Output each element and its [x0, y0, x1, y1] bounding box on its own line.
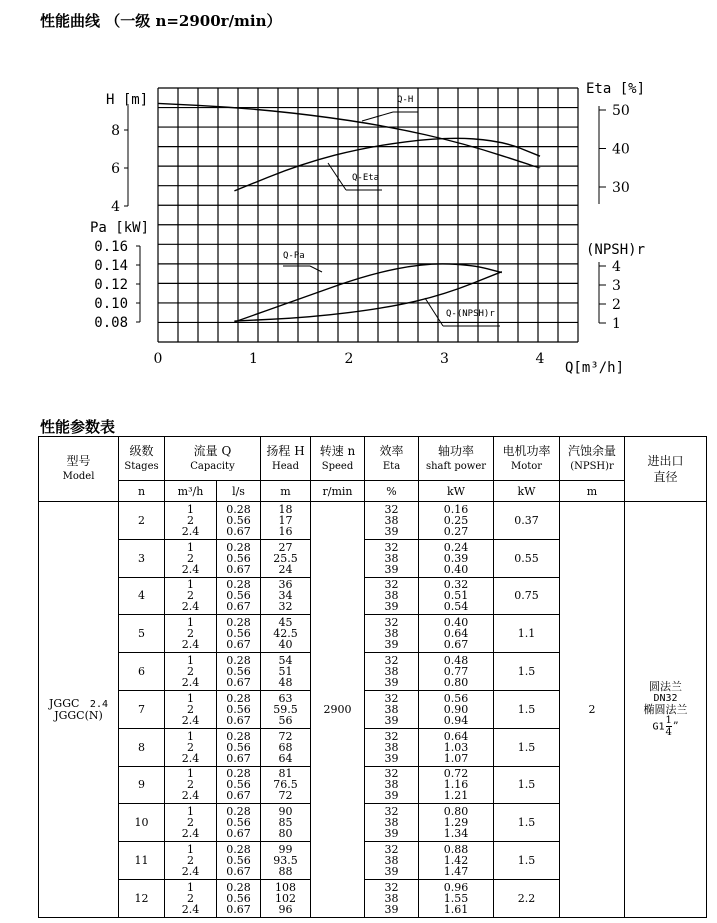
stages-cell: 5: [119, 615, 165, 653]
model-line2: JGGC(N): [54, 708, 103, 722]
head-cell: 18 17 16: [261, 502, 311, 540]
header-port-diameter: 进出口 直径: [625, 437, 707, 502]
unit-motor: kW: [494, 481, 560, 502]
eta-cell: 32 38 39: [365, 539, 419, 577]
thread-suffix: ”: [672, 719, 679, 733]
unit-stages: n: [119, 481, 165, 502]
pa-tick-label: 0.12: [94, 277, 128, 293]
performance-parameter-table: [38, 436, 707, 918]
head-cell: 99 93.5 88: [261, 842, 311, 880]
motor-cell: 0.37: [494, 502, 560, 540]
model-cell: [39, 502, 119, 918]
unit-eta: %: [365, 481, 419, 502]
stages-cell: 9: [119, 766, 165, 804]
stages-cell: 11: [119, 842, 165, 880]
model-line1: JGGC: [49, 696, 80, 710]
head-cell: 54 51 48: [261, 653, 311, 691]
unit-shaft: kW: [419, 481, 494, 502]
q-ls-cell: 0.28 0.56 0.67: [217, 879, 261, 917]
head-cell: 81 76.5 72: [261, 766, 311, 804]
q-m3h-cell: 1 2 2.4: [165, 502, 217, 540]
q-m3h-cell: 1 2 2.4: [165, 615, 217, 653]
shaft-power-cell: 0.32 0.51 0.54: [419, 577, 494, 615]
motor-cell: 2.2: [494, 879, 560, 917]
q-m3h-cell: 1 2 2.4: [165, 577, 217, 615]
pa-axis-label: Pa [kW]: [90, 220, 150, 236]
npsh-tick-label: 2: [612, 297, 621, 313]
thread-fraction: [666, 715, 672, 738]
shaft-power-cell: 0.64 1.03 1.07: [419, 728, 494, 766]
port-line1: 圆法兰: [649, 679, 683, 693]
eta-cell: 32 38 39: [365, 879, 419, 917]
x-tick-label: 4: [535, 351, 545, 367]
port-line2: DN32: [653, 692, 678, 704]
eta-cell: 32 38 39: [365, 842, 419, 880]
eta-cell: 32 38 39: [365, 766, 419, 804]
stages-cell: 8: [119, 728, 165, 766]
head-cell: 27 25.5 24: [261, 539, 311, 577]
eta-tick-label: 40: [612, 141, 630, 158]
shaft-power-cell: 0.88 1.42 1.47: [419, 842, 494, 880]
motor-cell: 1.5: [494, 804, 560, 842]
port-line3: 椭圆法兰: [643, 702, 688, 716]
eta-tick-label: 50: [612, 103, 630, 119]
npsh-axis-label: (NPSH)r: [586, 242, 646, 258]
table-section-title: 性能参数表: [40, 418, 116, 436]
stages-cell: 12: [119, 879, 165, 917]
unit-speed: r/min: [311, 481, 365, 502]
npsh-tick-label: 3: [612, 278, 621, 294]
q-m3h-cell: 1 2 2.4: [165, 804, 217, 842]
npsh-tick-label: 4: [612, 259, 621, 275]
q-npsh-label: Q-(NPSH)r: [446, 309, 495, 319]
q-h-label: Q-H: [397, 95, 414, 105]
head-cell: 63 59.5 56: [261, 690, 311, 728]
motor-cell: 1.5: [494, 690, 560, 728]
motor-cell: 1.5: [494, 842, 560, 880]
q-ls-cell: 0.28 0.56 0.67: [217, 539, 261, 577]
q-npsh-leader: [425, 298, 443, 326]
stages-cell: 6: [119, 653, 165, 691]
stages-cell: 3: [119, 539, 165, 577]
table-row: [39, 502, 707, 540]
head-cell: 90 85 80: [261, 804, 311, 842]
x-tick-label: 3: [440, 351, 449, 367]
h-axis-label: H [m]: [106, 92, 149, 108]
q-pa-label: Q-Pa: [283, 251, 305, 261]
q-eta-label: Q-Eta: [352, 173, 380, 183]
pa-tick-label: 0.10: [94, 296, 128, 312]
eta-cell: 32 38 39: [365, 653, 419, 691]
pa-tick-label: 0.08: [94, 315, 128, 331]
q-ls-cell: 0.28 0.56 0.67: [217, 502, 261, 540]
pa-tick-label: 0.14: [94, 258, 128, 274]
header-motor: 电机功率 Motor: [494, 437, 560, 481]
shaft-power-cell: 0.96 1.55 1.61: [419, 879, 494, 917]
q-ls-cell: 0.28 0.56 0.67: [217, 842, 261, 880]
motor-cell: 0.75: [494, 577, 560, 615]
eta-cell: 32 38 39: [365, 615, 419, 653]
q-ls-cell: 0.28 0.56 0.67: [217, 766, 261, 804]
motor-cell: 0.55: [494, 539, 560, 577]
header-shaft-power: 轴功率 shaft power: [419, 437, 494, 481]
eta-cell: 32 38 39: [365, 577, 419, 615]
header-speed: 转速 n Speed: [311, 437, 365, 481]
thread-prefix: G1: [652, 721, 665, 733]
stages-cell: 7: [119, 690, 165, 728]
model-size: 2.4: [89, 698, 108, 710]
q-m3h-cell: 1 2 2.4: [165, 653, 217, 691]
motor-cell: 1.5: [494, 728, 560, 766]
q-ls-cell: 0.28 0.56 0.67: [217, 615, 261, 653]
shaft-power-cell: 0.40 0.64 0.67: [419, 615, 494, 653]
frac-numerator: 1: [665, 714, 672, 726]
pa-tick-label: 0.16: [94, 239, 128, 255]
performance-curve-chart: [0, 0, 717, 400]
motor-cell: 1.1: [494, 615, 560, 653]
eta-cell: 32 38 39: [365, 728, 419, 766]
x-tick-label: 1: [249, 351, 258, 367]
head-cell: 36 34 32: [261, 577, 311, 615]
frac-denominator: 4: [665, 726, 672, 738]
shaft-power-cell: 0.24 0.39 0.40: [419, 539, 494, 577]
q-ls-cell: 0.28 0.56 0.67: [217, 653, 261, 691]
eta-axis-label: Eta [%]: [586, 81, 646, 97]
q-ls-cell: 0.28 0.56 0.67: [217, 804, 261, 842]
x-axis-label: Q[m³/h]: [565, 360, 625, 376]
unit-q-m3h: m³/h: [165, 481, 217, 502]
x-tick-label: 2: [344, 351, 354, 367]
q-m3h-cell: 1 2 2.4: [165, 879, 217, 917]
q-m3h-cell: 1 2 2.4: [165, 842, 217, 880]
port-cell: [625, 502, 707, 918]
header-capacity: 流量 Q Capacity: [165, 437, 261, 481]
shaft-power-cell: 0.16 0.25 0.27: [419, 502, 494, 540]
q-ls-cell: 0.28 0.56 0.67: [217, 728, 261, 766]
q-m3h-cell: 1 2 2.4: [165, 690, 217, 728]
shaft-power-cell: 0.72 1.16 1.21: [419, 766, 494, 804]
q-ls-cell: 0.28 0.56 0.67: [217, 690, 261, 728]
shaft-power-cell: 0.56 0.90 0.94: [419, 690, 494, 728]
header-stages: 级数 Stages: [119, 437, 165, 481]
stages-cell: 2: [119, 502, 165, 540]
unit-npsh: m: [560, 481, 625, 502]
eta-tick-label: 30: [612, 180, 630, 196]
eta-cell: 32 38 39: [365, 804, 419, 842]
q-ls-cell: 0.28 0.56 0.67: [217, 577, 261, 615]
header-model: 型号 Model: [39, 437, 119, 502]
q-m3h-cell: 1 2 2.4: [165, 539, 217, 577]
npsh-tick-label: 1: [612, 316, 621, 332]
head-cell: 108 102 96: [261, 879, 311, 917]
head-cell: 45 42.5 40: [261, 615, 311, 653]
unit-q-ls: l/s: [217, 481, 261, 502]
eta-cell: 32 38 39: [365, 502, 419, 540]
head-cell: 72 68 64: [261, 728, 311, 766]
header-npsh: 汽蚀余量 (NPSH)r: [560, 437, 625, 481]
h-tick-label: 6: [111, 161, 120, 177]
speed-cell: 2900: [311, 502, 365, 918]
npsh-cell: 2: [560, 502, 625, 918]
x-tick-label: 0: [153, 351, 163, 367]
header-eta: 效率 Eta: [365, 437, 419, 481]
stages-cell: 4: [119, 577, 165, 615]
motor-cell: 1.5: [494, 766, 560, 804]
q-m3h-cell: 1 2 2.4: [165, 766, 217, 804]
h-tick-label: 8: [111, 123, 120, 139]
shaft-power-cell: 0.48 0.77 0.80: [419, 653, 494, 691]
header-head: 扬程 H Head: [261, 437, 311, 481]
q-pa-leader: [310, 266, 322, 272]
q-m3h-cell: 1 2 2.4: [165, 728, 217, 766]
curve-section-title: 性能曲线 （一级 n=2900r/min）: [40, 12, 282, 30]
table-unit-row: [39, 481, 707, 502]
shaft-power-cell: 0.80 1.29 1.34: [419, 804, 494, 842]
stages-cell: 10: [119, 804, 165, 842]
motor-cell: 1.5: [494, 653, 560, 691]
unit-head: m: [261, 481, 311, 502]
q-h-curve: [158, 103, 540, 168]
h-tick-label: 4: [111, 199, 120, 215]
eta-cell: 32 38 39: [365, 690, 419, 728]
table-header-row: [39, 437, 707, 481]
